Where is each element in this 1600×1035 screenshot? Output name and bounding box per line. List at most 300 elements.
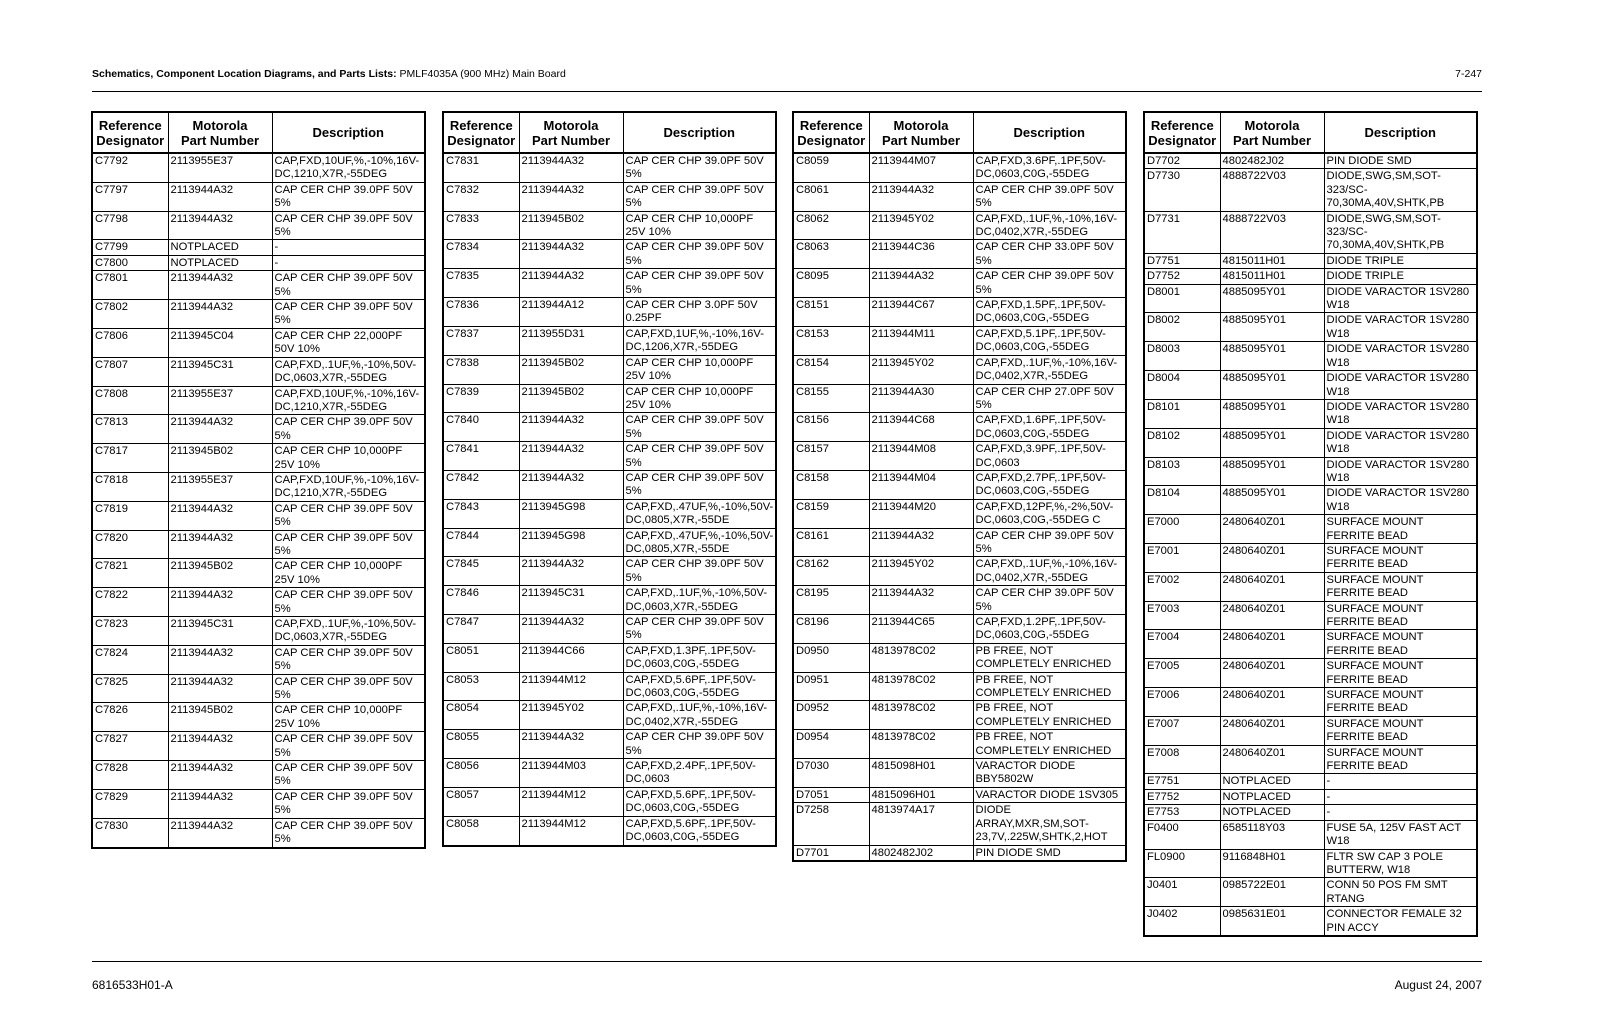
part-number: 2113944A32 (168, 530, 272, 559)
description: - (1324, 774, 1477, 789)
reference-designator: C8057 (443, 787, 519, 816)
page-number: 7-247 (1455, 68, 1482, 80)
part-number: 2480640Z01 (1220, 630, 1324, 659)
part-number: 2113944M07 (869, 153, 973, 182)
description: CAP,FXD,.1UF,%,-10%,50V-DC,0603,X7R,-55DEG (272, 617, 425, 646)
part-number: 2113944A32 (869, 528, 973, 557)
description: CAP CER CHP 39.0PF 50V 5% (623, 442, 776, 471)
part-number: 2113955E37 (168, 386, 272, 415)
reference-designator: D0954 (793, 730, 869, 759)
reference-designator: C7807 (92, 357, 168, 386)
table-row (443, 413, 776, 442)
part-number: 2113944A32 (519, 240, 623, 269)
reference-designator: C7829 (92, 789, 168, 818)
part-number: 0985631E01 (1220, 907, 1324, 936)
col-header-reference-label: Reference (799, 117, 863, 133)
col-header-part-number-label: Part Number (881, 132, 961, 148)
reference-designator: C7832 (443, 182, 519, 211)
reference-designator: C8056 (443, 759, 519, 788)
table-row (1144, 169, 1477, 211)
reference-designator: C8055 (443, 730, 519, 759)
description: CAP,FXD,.47UF,%,-10%,50V-DC,0805,X7R,-55DE (623, 499, 776, 528)
reference-designator: C7827 (92, 732, 168, 761)
reference-designator: C7808 (92, 386, 168, 415)
table-row (793, 672, 1126, 701)
col-header-reference (793, 112, 869, 153)
reference-designator: C8158 (793, 470, 869, 499)
part-number: 4813978C02 (869, 672, 973, 701)
table-row (1144, 399, 1477, 428)
description: CAP CER CHP 10,000PF 25V 10% (272, 444, 425, 473)
table-row (92, 415, 425, 444)
table-row (92, 761, 425, 790)
reference-designator: D7752 (1144, 269, 1220, 284)
part-number: 2113945Y02 (869, 355, 973, 384)
col-header-reference-label: Reference (98, 117, 162, 133)
part-number: 2113944A32 (519, 413, 623, 442)
table-row (443, 730, 776, 759)
description: - (1324, 805, 1477, 820)
description: FUSE 5A, 125V FAST ACT W18 (1324, 820, 1477, 849)
table-row (443, 211, 776, 240)
description: CAP CER CHP 39.0PF 50V 5% (272, 530, 425, 559)
reference-designator: C7821 (92, 559, 168, 588)
reference-designator: C7824 (92, 645, 168, 674)
description: CONN 50 POS FM SMT RTANG (1324, 878, 1477, 907)
table-row (443, 442, 776, 471)
reference-designator: D8102 (1144, 428, 1220, 457)
reference-designator: C7833 (443, 211, 519, 240)
description: SURFACE MOUNT FERRITE BEAD (1324, 716, 1477, 745)
part-number: 2113945G98 (519, 499, 623, 528)
description: CAP CER CHP 39.0PF 50V 5% (272, 818, 425, 847)
table-row (92, 240, 425, 255)
table-row (793, 499, 1126, 528)
part-number: 2113955E37 (168, 153, 272, 182)
part-number: 2113945Y02 (869, 557, 973, 586)
description: PIN DIODE SMD (1324, 153, 1477, 169)
reference-designator: E7006 (1144, 688, 1220, 717)
description: - (272, 255, 425, 270)
reference-designator: C8157 (793, 442, 869, 471)
description: CAP CER CHP 39.0PF 50V 5% (623, 730, 776, 759)
reference-designator: D8001 (1144, 284, 1220, 313)
description: CAP,FXD,1.3PF,.1PF,50V-DC,0603,C0G,-55DEG (623, 643, 776, 672)
part-number: 2113945G98 (519, 528, 623, 557)
part-number: 2113944A32 (519, 730, 623, 759)
description: CAP CER CHP 10,000PF 25V 10% (272, 703, 425, 732)
part-number: 2480640Z01 (1220, 745, 1324, 774)
table-row (443, 499, 776, 528)
table-row (1144, 371, 1477, 400)
table-row (1144, 428, 1477, 457)
part-number: 0985722E01 (1220, 878, 1324, 907)
col-header-description (272, 112, 425, 153)
table-row (443, 557, 776, 586)
table-row (92, 153, 425, 182)
reference-designator: C7792 (92, 153, 168, 182)
col-header-part-number-label: Motorola (543, 117, 599, 133)
description: CAP CER CHP 39.0PF 50V 5% (973, 182, 1126, 211)
description: DIODE VARACTOR 1SV280 W18 (1324, 428, 1477, 457)
table-row (793, 787, 1126, 802)
description: CONNECTOR FEMALE 32 PIN ACCY (1324, 907, 1477, 936)
description: CAP,FXD,5.6PF,.1PF,50V-DC,0603,C0G,-55DEG (623, 672, 776, 701)
part-number: 2113945B02 (519, 355, 623, 384)
table-row (793, 470, 1126, 499)
table-header-row (92, 112, 425, 153)
part-number: 2113945B02 (168, 444, 272, 473)
col-header-part-number-label: Part Number (531, 132, 611, 148)
part-number: 4802482J02 (1220, 153, 1324, 169)
reference-designator: C8195 (793, 586, 869, 615)
footer-rule (92, 961, 1482, 962)
col-header-reference-label: Designator (797, 132, 866, 148)
table-row (443, 326, 776, 355)
part-number: 2113944A32 (519, 470, 623, 499)
table-row (443, 615, 776, 644)
table-row (1144, 342, 1477, 371)
reference-designator: D8103 (1144, 457, 1220, 486)
col-header-description-label: Description (1364, 125, 1436, 140)
col-header-part-number-label: Motorola (1244, 117, 1300, 133)
reference-designator: C7823 (92, 617, 168, 646)
table-row (443, 384, 776, 413)
description: CAP,FXD,2.7PF,.1PF,50V-DC,0603,C0G,-55DEG (973, 470, 1126, 499)
table-row (92, 386, 425, 415)
table-row (1144, 907, 1477, 936)
parts-table (91, 111, 426, 849)
part-number: 2113944M03 (519, 759, 623, 788)
table-row (443, 586, 776, 615)
description: CAP CER CHP 39.0PF 50V 5% (272, 182, 425, 211)
description: CAP,FXD,.1UF,%,-10%,16V-DC,0402,X7R,-55DEG (973, 355, 1126, 384)
part-number: 2480640Z01 (1220, 515, 1324, 544)
part-number: 2113945Y02 (519, 701, 623, 730)
reference-designator: C8053 (443, 672, 519, 701)
description: CAP CER CHP 39.0PF 50V 5% (272, 674, 425, 703)
description: CAP,FXD,12PF,%,-2%,50V-DC,0603,C0G,-55DEG C (973, 499, 1126, 528)
part-number: 2113944A32 (168, 211, 272, 240)
table-row (793, 586, 1126, 615)
description: CAP CER CHP 33.0PF 50V 5% (973, 240, 1126, 269)
reference-designator: C8154 (793, 355, 869, 384)
reference-designator: D7731 (1144, 211, 1220, 253)
description: CAP,FXD,1.2PF,.1PF,50V-DC,0603,C0G,-55DEG (973, 615, 1126, 644)
reference-designator: D7701 (793, 845, 869, 861)
description: SURFACE MOUNT FERRITE BEAD (1324, 688, 1477, 717)
part-number: 4885095Y01 (1220, 428, 1324, 457)
description: CAP CER CHP 39.0PF 50V 5% (272, 501, 425, 530)
description: CAP,FXD,.1UF,%,-10%,50V-DC,0603,X7R,-55DEG (272, 357, 425, 386)
description: SURFACE MOUNT FERRITE BEAD (1324, 659, 1477, 688)
reference-designator: C7839 (443, 384, 519, 413)
table-row (1144, 716, 1477, 745)
part-number: 2113944A32 (519, 153, 623, 182)
part-number: 4815096H01 (869, 787, 973, 802)
description: CAP,FXD,10UF,%,-10%,16V-DC,1210,X7R,-55DEG (272, 386, 425, 415)
table-row (793, 803, 1126, 845)
reference-designator: C7797 (92, 182, 168, 211)
part-number: NOTPLACED (1220, 805, 1324, 820)
table-row (1144, 774, 1477, 789)
reference-designator: D8002 (1144, 313, 1220, 342)
description: DIODE VARACTOR 1SV280 W18 (1324, 457, 1477, 486)
description: CAP CER CHP 39.0PF 50V 5% (272, 415, 425, 444)
part-number: 4885095Y01 (1220, 371, 1324, 400)
part-number: 2113944M04 (869, 470, 973, 499)
description: PB FREE, NOT COMPLETELY ENRICHED (973, 643, 1126, 672)
part-number: 2113945B02 (168, 559, 272, 588)
description: CAP CER CHP 39.0PF 50V 5% (623, 269, 776, 298)
reference-designator: E7002 (1144, 572, 1220, 601)
table-row (793, 442, 1126, 471)
part-number: 2113944C68 (869, 413, 973, 442)
header-rule (92, 91, 1482, 92)
description: CAP CER CHP 39.0PF 50V 5% (623, 470, 776, 499)
table-row (1144, 572, 1477, 601)
description: DIODE VARACTOR 1SV280 W18 (1324, 284, 1477, 313)
reference-designator: C7843 (443, 499, 519, 528)
reference-designator: E7751 (1144, 774, 1220, 789)
description: CAP,FXD,.1UF,%,-10%,16V-DC,0402,X7R,-55DEG (973, 557, 1126, 586)
description: CAP CER CHP 39.0PF 50V 5% (973, 586, 1126, 615)
col-header-part-number (168, 112, 272, 153)
table-row (1144, 313, 1477, 342)
reference-designator: C7830 (92, 818, 168, 847)
reference-designator: C8059 (793, 153, 869, 182)
reference-designator: E7001 (1144, 543, 1220, 572)
reference-designator: D0951 (793, 672, 869, 701)
part-number: 2113944A32 (168, 300, 272, 329)
table-row (443, 528, 776, 557)
col-header-part-number-label: Part Number (1232, 132, 1312, 148)
reference-designator: C8162 (793, 557, 869, 586)
part-number: 2113944M12 (519, 787, 623, 816)
description: PB FREE, NOT COMPLETELY ENRICHED (973, 672, 1126, 701)
reference-designator: C7837 (443, 326, 519, 355)
part-number: 2113944A32 (168, 588, 272, 617)
part-number: 2113944M12 (519, 816, 623, 845)
table-row (793, 211, 1126, 240)
description: CAP CER CHP 39.0PF 50V 5% (623, 153, 776, 182)
col-header-description-label: Description (663, 125, 735, 140)
reference-designator: C8161 (793, 528, 869, 557)
description: CAP CER CHP 39.0PF 50V 5% (623, 413, 776, 442)
table-row (92, 357, 425, 386)
part-number: 2480640Z01 (1220, 716, 1324, 745)
part-number: 2113944A32 (168, 761, 272, 790)
table-header-row (793, 112, 1126, 153)
description: CAP,FXD,.1UF,%,-10%,16V-DC,0402,X7R,-55DEG (623, 701, 776, 730)
part-number: NOTPLACED (168, 240, 272, 255)
reference-designator: C7841 (443, 442, 519, 471)
description: FLTR SW CAP 3 POLE BUTTERW, W18 (1324, 849, 1477, 878)
description: CAP CER CHP 39.0PF 50V 5% (272, 732, 425, 761)
table-row (793, 528, 1126, 557)
col-header-description-label: Description (312, 125, 384, 140)
description: CAP,FXD,5.6PF,.1PF,50V-DC,0603,C0G,-55DEG (623, 787, 776, 816)
reference-designator: E7752 (1144, 789, 1220, 804)
description: PB FREE, NOT COMPLETELY ENRICHED (973, 730, 1126, 759)
table-row (793, 557, 1126, 586)
description: CAP,FXD,10UF,%,-10%,16V-DC,1210,X7R,-55DEG (272, 153, 425, 182)
part-number: 4885095Y01 (1220, 342, 1324, 371)
reference-designator: C7847 (443, 615, 519, 644)
reference-designator: J0402 (1144, 907, 1220, 936)
description: CAP,FXD,2.4PF,.1PF,50V-DC,0603 (623, 759, 776, 788)
description: CAP CER CHP 10,000PF 25V 10% (623, 355, 776, 384)
footer-doc-number: 6816533H01-A (92, 978, 173, 992)
table-row (793, 413, 1126, 442)
part-number: 4885095Y01 (1220, 399, 1324, 428)
col-header-reference (92, 112, 168, 153)
reference-designator: C7834 (443, 240, 519, 269)
table-row (793, 182, 1126, 211)
table-row (793, 615, 1126, 644)
part-number: 2113945B02 (519, 211, 623, 240)
part-number: 2113944A32 (869, 269, 973, 298)
description: CAP CER CHP 3.0PF 50V 0.25PF (623, 298, 776, 327)
reference-designator: C7825 (92, 674, 168, 703)
table-row (92, 182, 425, 211)
description: DIODE TRIPLE (1324, 269, 1477, 284)
reference-designator: C8054 (443, 701, 519, 730)
part-number: 2113944A32 (168, 182, 272, 211)
table-row (1144, 630, 1477, 659)
table-row (1144, 253, 1477, 268)
col-header-part-number-label: Motorola (893, 117, 949, 133)
description: CAP CER CHP 27.0PF 50V 5% (973, 384, 1126, 413)
reference-designator: C7820 (92, 530, 168, 559)
part-number: 4885095Y01 (1220, 313, 1324, 342)
reference-designator: C7844 (443, 528, 519, 557)
description: PIN DIODE SMD (973, 845, 1126, 861)
table-row (1144, 789, 1477, 804)
part-number: NOTPLACED (168, 255, 272, 270)
table-row (443, 672, 776, 701)
reference-designator: D7730 (1144, 169, 1220, 211)
reference-designator: D8101 (1144, 399, 1220, 428)
reference-designator: D7751 (1144, 253, 1220, 268)
col-header-reference (1144, 112, 1220, 153)
table-row (443, 643, 776, 672)
part-number: 2480640Z01 (1220, 659, 1324, 688)
table-row (1144, 269, 1477, 284)
description: CAP CER CHP 10,000PF 25V 10% (623, 384, 776, 413)
description: SURFACE MOUNT FERRITE BEAD (1324, 515, 1477, 544)
col-header-reference-label: Designator (96, 132, 165, 148)
table-header-row (1144, 112, 1477, 153)
part-number: 2113945C31 (168, 617, 272, 646)
table-row (443, 240, 776, 269)
description: CAP CER CHP 39.0PF 50V 5% (623, 557, 776, 586)
reference-designator: E7008 (1144, 745, 1220, 774)
table-row (793, 240, 1126, 269)
table-row (1144, 486, 1477, 515)
description: CAP,FXD,1UF,%,-10%,16V-DC,1206,X7R,-55DEG (623, 326, 776, 355)
table-row (1144, 745, 1477, 774)
table-row (92, 588, 425, 617)
part-number: 4813978C02 (869, 643, 973, 672)
reference-designator: C7840 (443, 413, 519, 442)
table-row (793, 643, 1126, 672)
part-number: 2113944A32 (168, 645, 272, 674)
part-number: 2113944A32 (168, 818, 272, 847)
part-number: 2113945B02 (168, 703, 272, 732)
part-number: 2113945C31 (519, 586, 623, 615)
col-header-description-label: Description (1013, 125, 1085, 140)
col-header-part-number-label: Motorola (192, 117, 248, 133)
description: CAP,FXD,3.9PF,.1PF,50V-DC,0603 (973, 442, 1126, 471)
description: VARACTOR DIODE 1SV305 (973, 787, 1126, 802)
table-row (92, 444, 425, 473)
table-row (793, 269, 1126, 298)
table-row (1144, 688, 1477, 717)
table-row (92, 703, 425, 732)
reference-designator: C8063 (793, 240, 869, 269)
table-row (793, 701, 1126, 730)
table-row (92, 645, 425, 674)
part-number: 2113944M08 (869, 442, 973, 471)
reference-designator: E7005 (1144, 659, 1220, 688)
description: CAP CER CHP 39.0PF 50V 5% (973, 528, 1126, 557)
table-row (443, 759, 776, 788)
part-number: 4885095Y01 (1220, 486, 1324, 515)
part-number: 4802482J02 (869, 845, 973, 861)
reference-designator: C7828 (92, 761, 168, 790)
description: SURFACE MOUNT FERRITE BEAD (1324, 572, 1477, 601)
part-number: 2113944A32 (519, 269, 623, 298)
parts-table (1143, 111, 1478, 937)
description: CAP,FXD,10UF,%,-10%,16V-DC,1210,X7R,-55DEG (272, 472, 425, 501)
part-number: 4813978C02 (869, 730, 973, 759)
reference-designator: C7818 (92, 472, 168, 501)
part-number: 2113944A30 (869, 384, 973, 413)
col-header-part-number (519, 112, 623, 153)
description: CAP CER CHP 39.0PF 50V 5% (623, 240, 776, 269)
description: CAP CER CHP 39.0PF 50V 5% (272, 789, 425, 818)
part-number: 2480640Z01 (1220, 543, 1324, 572)
table-row (793, 384, 1126, 413)
part-number: 2113944A32 (168, 271, 272, 300)
description: CAP,FXD,.1UF,%,-10%,50V-DC,0603,X7R,-55DEG (623, 586, 776, 615)
col-header-reference (443, 112, 519, 153)
table-row (92, 328, 425, 357)
part-number: 6585118Y03 (1220, 820, 1324, 849)
reference-designator: D7258 (793, 803, 869, 845)
part-number: 2113944A12 (519, 298, 623, 327)
reference-designator: D0950 (793, 643, 869, 672)
table-row (92, 617, 425, 646)
part-number: 2113944M20 (869, 499, 973, 528)
description: CAP CER CHP 10,000PF 25V 10% (623, 211, 776, 240)
part-number: 2113945B02 (519, 384, 623, 413)
part-number: 2480640Z01 (1220, 601, 1324, 630)
part-number: 2480640Z01 (1220, 688, 1324, 717)
reference-designator: E7000 (1144, 515, 1220, 544)
part-number: 2113944A32 (519, 615, 623, 644)
table-row (1144, 153, 1477, 169)
reference-designator: C8058 (443, 816, 519, 845)
table-row (443, 269, 776, 298)
table-row (443, 153, 776, 182)
reference-designator: E7004 (1144, 630, 1220, 659)
description: VARACTOR DIODE BBY5802W (973, 759, 1126, 788)
reference-designator: D8004 (1144, 371, 1220, 400)
description: DIODE ARRAY,MXR,SM,SOT-23,7V,.225W,SHTK,2,HOT (973, 803, 1126, 845)
part-number: 2113944A32 (168, 732, 272, 761)
